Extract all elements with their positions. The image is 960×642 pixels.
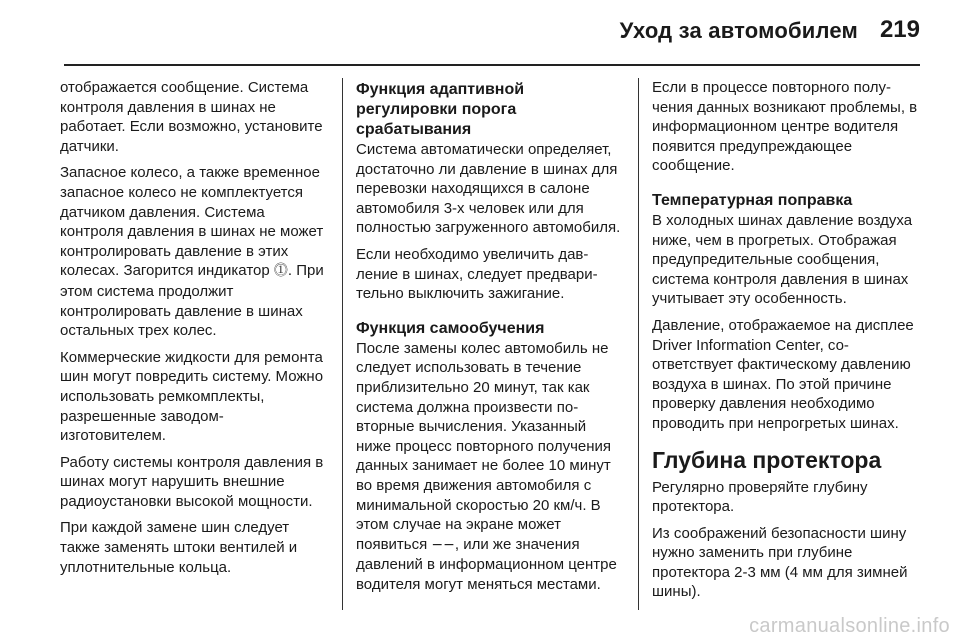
column-3 [652,78,920,609]
page-header [52,14,920,50]
paragraph: После замены колес автомобиль не следует использовать в течение приблизительно 20 минут, так как система должна произвести повторные вычисления. Указанный ниже процесс повторного получения данных занимает не более 10 минут во время движения автомобиля с минимальной скоростью 20 км/ч. В этом случае на экране может появиться −−, или же значения давлений в информационном центре водителя могут меняться местами. [356,339,617,593]
header-divider [64,64,920,66]
column-divider-2 [638,78,639,610]
section-heading-temperature-correction: Температурная поправка [652,191,853,209]
column-divider-1 [342,78,343,610]
paragraph: Запасное колесо, а также временное запасное колесо не комплектуется датчиком давления. Система контроля давления в шинах не может контролировать давление в этих колесах. Загорится индикатор ⓵. При этом система продолжит контролировать давление в шинах остальных трех колес. [60,164,324,340]
paragraph: Если необходимо увеличить давление в шинах, следует предварительно выключить зажигание. [356,245,598,303]
paragraph: Из соображений безопасности шину нужно заменить при глубине протектора 2-3 мм (4 мм для зимней шины). [652,524,908,601]
tire-pressure-warning-icon: ⓵ [273,263,288,280]
paragraph: В холодных шинах давление воздуха ниже, чем в прогретых. Отображая предупредительные сообщения, система контроля давления в шинах учитывает эту особенность. [652,211,913,308]
paragraph: Работу системы контроля давления в шинах могут нарушить внешние радиоустановки высокой мощности. [60,453,324,510]
column-1 [60,78,328,584]
paragraph: Давление, отображаемое на дисплее Driver Information Center, соответствует фактическому давлению воздуха в шинах. По этой причине проверку давления необходимо проводить при непрогретых шинах. [652,316,914,432]
chapter-heading-tread-depth: Глубина протектора [652,446,882,473]
dash-placeholder-symbol: −− [431,536,455,553]
page-number: 219 [879,16,920,43]
paragraph: Коммерческие жидкости для ремонта шин могут повредить систему. Можно использовать ремкомплекты, разрешенные заводом-изготовителем. [60,348,324,445]
column-2 [356,78,624,601]
section-heading-self-learning: Функция самообучения [356,319,545,337]
paragraph: Система автоматически определяет, достаточно ли давление в шинах для перевозки находящихся в салоне автомобиля 3-х человек или для полностью загруженного автомобиля. [356,141,621,237]
paragraph: При каждой замене шин следует также заменять штоки вентилей и уплотнительные кольца. [60,519,298,576]
paragraph: Если в процессе повторного получения данных возникают проблемы, в информационном центре водителя появится предупреждающее сообщение. [652,79,918,175]
paragraph: отображается сообщение. Система контроля давления в шинах не работает. Если возможно, установите датчики. [60,79,323,155]
watermark: carmanualsonline.info [749,615,950,637]
section-heading-adaptive-threshold: Функция адаптивной регулировки порога срабатывания [356,81,525,138]
paragraph: Регулярно проверяйте глубину протектора. [652,478,868,516]
page-title: Уход за автомобилем [619,18,858,43]
